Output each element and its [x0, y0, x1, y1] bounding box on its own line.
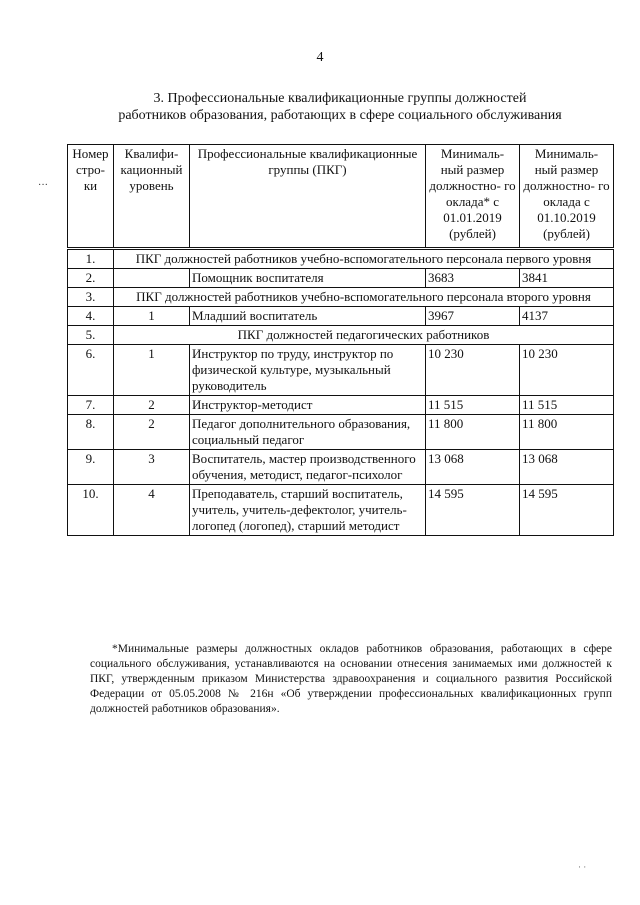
scan-artifact: ···: [38, 180, 48, 191]
cell-row-number: 7.: [68, 396, 114, 415]
cell-position-name: Инструктор по труду, инструктор по физической культуре, музыкальный руководитель: [190, 345, 426, 396]
table-group-row: [68, 249, 614, 269]
cell-min-salary-jan: 13 068: [426, 450, 520, 485]
cell-min-salary-jan: 11 800: [426, 415, 520, 450]
cell-position-name: Инструктор-методист: [190, 396, 426, 415]
header-qualification-level: Квалифи- кационный уровень: [114, 145, 190, 249]
cell-position-name: Воспитатель, мастер производственного обучения, методист, педагог-психолог: [190, 450, 426, 485]
cell-min-salary-oct: 4137: [520, 307, 614, 326]
cell-row-number: 6.: [68, 345, 114, 396]
page-number: 4: [316, 50, 324, 65]
cell-row-number: 2.: [68, 269, 114, 288]
cell-row-number: 4.: [68, 307, 114, 326]
cell-min-salary-oct: 14 595: [520, 485, 614, 536]
scan-artifact-bottom: · ·: [578, 862, 587, 872]
cell-min-salary-jan: 14 595: [426, 485, 520, 536]
cell-qualification-level: 2: [114, 415, 190, 450]
cell-min-salary-oct: 3841: [520, 269, 614, 288]
cell-position-name: Помощник воспитателя: [190, 269, 426, 288]
cell-qualification-level: 1: [114, 307, 190, 326]
table-row: [68, 485, 614, 536]
section-title: [60, 90, 620, 124]
cell-group-title: ПКГ должностей педагогических работников: [114, 326, 614, 345]
cell-qualification-level: 2: [114, 396, 190, 415]
cell-min-salary-jan: 10 230: [426, 345, 520, 396]
section-title-line-2: работников образования, работающих в сфере социального обслуживания: [118, 108, 562, 123]
cell-min-salary-oct: 10 230: [520, 345, 614, 396]
cell-group-title: ПКГ должностей работников учебно-вспомогательного персонала второго уровня: [114, 288, 614, 307]
cell-qualification-level: 3: [114, 450, 190, 485]
cell-row-number: 10.: [68, 485, 114, 536]
table-group-row: [68, 326, 614, 345]
header-min-salary-oct: Минималь- ный размер должностно- го оклада с 01.10.2019 (рублей): [520, 145, 614, 249]
header-row-number: Номер стро- ки: [68, 145, 114, 249]
cell-min-salary-oct: 13 068: [520, 450, 614, 485]
header-min-salary-jan: Минималь- ный размер должностно- го оклада* с 01.01.2019 (рублей): [426, 145, 520, 249]
cell-row-number: 9.: [68, 450, 114, 485]
table-row: [68, 450, 614, 485]
table-header-row: [68, 145, 614, 249]
cell-min-salary-jan: 3683: [426, 269, 520, 288]
cell-row-number: 5.: [68, 326, 114, 345]
table-body: [68, 249, 614, 536]
table-row: [68, 415, 614, 450]
cell-row-number: 3.: [68, 288, 114, 307]
pkg-salary-table: [67, 144, 614, 536]
cell-position-name: Преподаватель, старший воспитатель, учитель, учитель-дефектолог, учитель-логопед (логопед), старший методист: [190, 485, 426, 536]
cell-min-salary-oct: 11 800: [520, 415, 614, 450]
cell-qualification-level: [114, 269, 190, 288]
table-row: [68, 396, 614, 415]
table-row: [68, 345, 614, 396]
cell-position-name: Педагог дополнительного образования, социальный педагог: [190, 415, 426, 450]
header-pkg: Профессиональные квалификационные группы (ПКГ): [190, 145, 426, 249]
cell-qualification-level: 4: [114, 485, 190, 536]
cell-min-salary-jan: 3967: [426, 307, 520, 326]
cell-row-number: 1.: [68, 249, 114, 269]
cell-group-title: ПКГ должностей работников учебно-вспомогательного персонала первого уровня: [114, 249, 614, 269]
cell-position-name: Младший воспитатель: [190, 307, 426, 326]
table-row: [68, 269, 614, 288]
table-row: [68, 307, 614, 326]
cell-row-number: 8.: [68, 415, 114, 450]
cell-min-salary-jan: 11 515: [426, 396, 520, 415]
section-title-line-1: 3. Профессиональные квалификационные группы должностей: [153, 91, 527, 106]
table-group-row: [68, 288, 614, 307]
footnote: *Минимальные размеры должностных окладов работников образования, работающих в сфере социального обслуживания, устанавливаются на основании отнесения занимаемых ими должностей к ПКГ, утвержденным приказом Министерства здравоохранения и социального развития Российской Федерации от 05.05.2008 № 216н «Об утверждении профессиональных квалификационных групп должностей работников образования».: [90, 643, 612, 715]
cell-min-salary-oct: 11 515: [520, 396, 614, 415]
cell-qualification-level: 1: [114, 345, 190, 396]
